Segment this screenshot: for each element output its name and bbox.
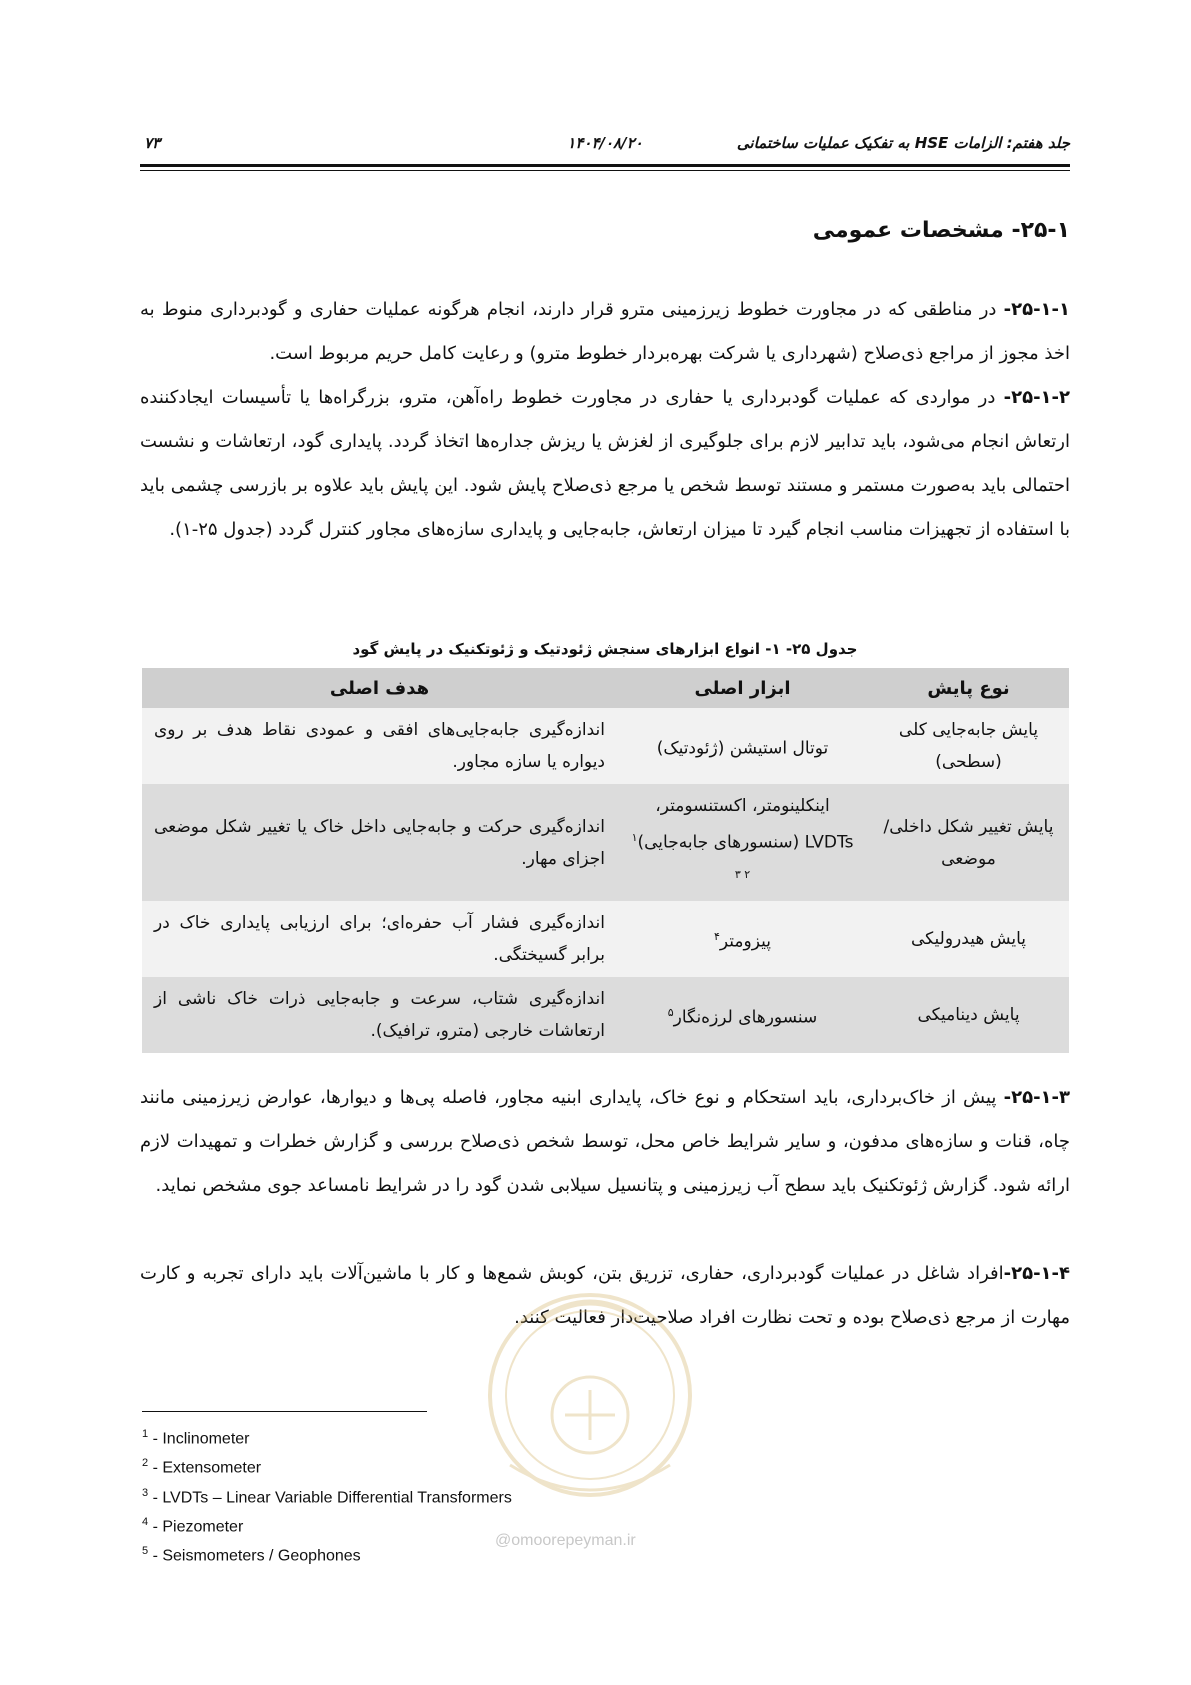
footnote-number: 3: [142, 1486, 149, 1499]
footnote-number: 2: [142, 1457, 149, 1470]
footnote-number: 1: [142, 1428, 149, 1440]
table-row: [142, 901, 1069, 977]
paragraph-25-1-2: [140, 376, 1070, 552]
tool-text: سنسورهای لرزه‌نگار: [673, 1007, 818, 1028]
table-row: [142, 708, 1069, 784]
table-row: [142, 784, 1069, 901]
footnote-text: - Piezometer: [148, 1518, 244, 1536]
footnote-text: - Seismometers / Geophones: [148, 1547, 361, 1565]
tool-text: اینکلینومتر، اکستنسومتر، LVDTs (سنسورهای جابه‌جایی): [637, 796, 854, 853]
cell-type: پایش هیدرولیکی: [868, 901, 1069, 977]
header-main-goal: هدف اصلی: [142, 668, 617, 708]
cell-goal: اندازه‌گیری جابه‌جایی‌های افقی و عمودی نقاط هدف بر روی دیواره یا سازه مجاور.: [142, 708, 617, 784]
header-rule-thin: [140, 170, 1070, 171]
tool-footnote-ref: ۴: [714, 929, 720, 943]
cell-type: پایش تغییر شکل داخلی/موضعی: [868, 784, 1069, 901]
cell-tool: [617, 784, 868, 901]
cell-goal: اندازه‌گیری شتاب، سرعت و جابه‌جایی ذرات خاک ناشی از ارتعاشات خارجی (مترو، ترافیک).: [142, 977, 617, 1053]
book-title: جلد هفتم: الزامات HSE به تفکیک عملیات ساختمانی: [736, 134, 1070, 152]
tool-footnote-ref: ۱ ۲ ۳: [631, 831, 751, 881]
paragraph-text: در مناطقی که در مجاورت خطوط زیرزمینی مترو قرار دارند، انجام هرگونه عملیات حفاری و گودبرداری منوط به اخذ مجوز از مراجع ذی‌صلاح (شهرداری یا شرکت بهره‌بردار خطوط مترو) و رعایت کامل حریم مربوط است.: [140, 299, 1070, 364]
footnote-number: 4: [142, 1515, 149, 1528]
paragraph-25-1-3: [140, 1076, 1070, 1208]
section-title: ۲۵-۱- مشخصات عمومی: [812, 218, 1070, 243]
table-header-row: [142, 668, 1069, 708]
cell-type: پایش جابه‌جایی کلی (سطحی): [868, 708, 1069, 784]
tool-footnote-ref: ۵: [667, 1005, 674, 1019]
paragraph-text: پیش از خاک‌برداری، باید استحکام و نوع خاک، پایداری ابنیه مجاور، فاصله پی‌ها و دیوارها، عوارض زیرزمینی مانند چاه، قنات و سازه‌های مدفون، و سایر شرایط خاص محل، توسط شخص ذی‌صلاح بررسی و گزارش خطرات و تمهیدات لازم ارائه شود. گزارش ژئوتکنیک باید سطح آب زیرزمینی و پتانسیل سیلابی شدن گود را در شرایط نامساعد جوی مشخص نماید.: [140, 1087, 1070, 1196]
paragraph-number: ۲۵-۱-۱-: [1003, 299, 1070, 320]
tool-text: پیزومتر: [719, 931, 771, 952]
cell-tool: [617, 977, 868, 1053]
footnote-item: [142, 1539, 512, 1568]
header-main-tool: ابزار اصلی: [617, 668, 868, 708]
paragraph-25-1-1: [140, 288, 1070, 376]
footnotes: [142, 1422, 512, 1569]
page-number: ۷۳: [144, 134, 161, 152]
paragraph-25-1-4: [140, 1252, 1070, 1340]
footnote-item: [142, 1422, 512, 1451]
footnote-item: [142, 1481, 512, 1510]
cell-tool: [617, 708, 868, 784]
footnote-text: - LVDTs – Linear Variable Differential Transformers: [148, 1488, 512, 1506]
page-header: [140, 128, 1070, 160]
cell-type: پایش دینامیکی: [868, 977, 1069, 1053]
paragraph-text: افراد شاغل در عملیات گودبرداری، حفاری، تزریق بتن، کوبش شمع‌ها و کار با ماشین‌آلات باید دارای تجربه و کارت مهارت از مرجع ذی‌صلاح بوده و تحت نظارت افراد صلاحیت‌دار فعالیت کنند.: [140, 1263, 1070, 1328]
header-monitoring-type: نوع پایش: [868, 668, 1069, 708]
monitoring-tools-table: [142, 668, 1069, 1053]
paragraph-number: ۲۵-۱-۲-: [1003, 387, 1070, 408]
paragraph-number: ۲۵-۱-۴-: [1003, 1263, 1070, 1284]
paragraph-text: در مواردی که عملیات گودبرداری یا حفاری در مجاورت خطوط راه‌آهن، مترو، بزرگراه‌ها یا تأسیسات ایجادکننده ارتعاش انجام می‌شود، باید تدابیر لازم برای جلوگیری از لغزش یا ریزش جداره‌ها اتخاذ گردد. پایداری گود، ارتعاشات و نشست احتمالی باید به‌صورت مستمر و مستند توسط شخص یا مرجع ذی‌صلاح پایش شود. این پایش باید علاوه بر بازرسی چشمی باید با استفاده از تجهیزات مناسب انجام گیرد تا میزان ارتعاش، جابه‌جایی و پایداری سازه‌های مجاور کنترل گردد (جدول ۲۵-۱).: [140, 387, 1070, 540]
table-caption: جدول ۲۵- ۱- انواع ابزارهای سنجش ژئودتیک و ژئوتکنیک در پایش گود: [352, 640, 858, 658]
footnote-item: [142, 1510, 512, 1539]
header-rule-thick: [140, 164, 1070, 167]
header-date: ۱۴۰۴/۰۸/۲۰: [567, 134, 643, 152]
footnote-item: [142, 1451, 512, 1480]
cell-goal: اندازه‌گیری حرکت و جابه‌جایی داخل خاک یا تغییر شکل موضعی اجزای مهار.: [142, 784, 617, 901]
footnote-number: 5: [142, 1545, 149, 1558]
table-row: [142, 977, 1069, 1053]
tool-text: توتال استیشن (ژئودتیک): [656, 738, 829, 759]
footnote-text: - Extensometer: [148, 1459, 262, 1477]
watermark-url: @omoorepeyman.ir: [495, 1532, 636, 1549]
cell-tool: [617, 901, 868, 977]
footnote-text: - Inclinometer: [148, 1430, 250, 1448]
cell-goal: اندازه‌گیری فشار آب حفره‌ای؛ برای ارزیابی پایداری خاک در برابر گسیختگی.: [142, 901, 617, 977]
footnote-separator: [142, 1411, 427, 1412]
paragraph-number: ۲۵-۱-۳-: [1003, 1087, 1070, 1108]
